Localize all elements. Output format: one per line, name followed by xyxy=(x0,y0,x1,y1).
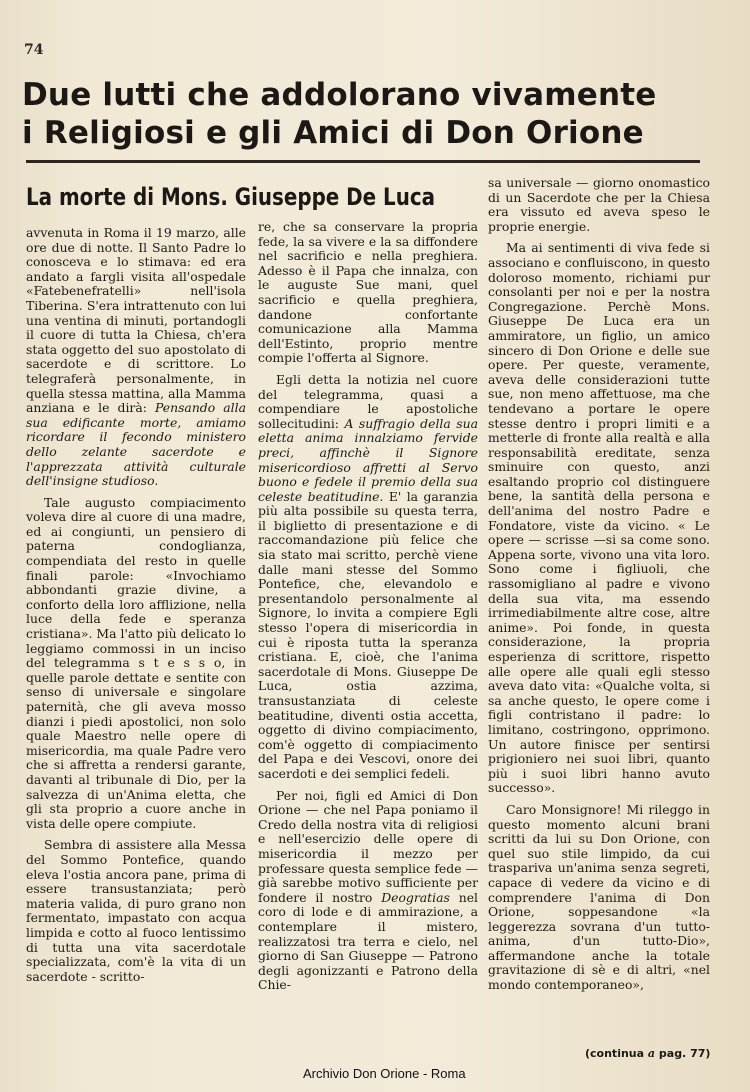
continued-note xyxy=(585,1047,710,1060)
archive-watermark: Archivio Don Orione - Roma xyxy=(303,1066,466,1081)
telegram-quote: A suffragio della sua eletta anima innalziamo fervide preci, affinchè il Signore misericordioso affretti al Servo buono e fedele il premio della sua celeste beatitudine. xyxy=(258,415,478,504)
page-number: 74 xyxy=(24,42,44,58)
article-column-1 xyxy=(26,226,246,991)
paragraph xyxy=(26,226,246,489)
paragraph: Tale augusto compiacimento voleva dire al cuore di una madre, ed ai congiunti, un pensiero di paterna condoglianza, compendiata del resto in quelle finali parole: «Invochiamo abbondanti grazie divine, a conforto della loro afflizione, nella luce della fede e speranza cristiana». Ma l'atto più delicato lo leggiamo commossi in un inciso del telegramma s t e s s o, in quelle parole dettate e sentite con senso di universale e singolare paternità, che gli aveva mosso dianzi i piedi apostolici, non solo quale Maestro nelle opere di misericordia, ma quale Padre vero che si affretta a rendersi garante, davanti al tribunale di Dio, per la salvezza di un'Anima eletta, che gli sta proprio a cuore anche in vista delle opere compiute. xyxy=(26,494,246,831)
paragraph: Sembra di assistere alla Messa del Sommo Pontefice, quando eleva l'ostia ancora pane, prima di essere transustanziata; però materia valida, di puro grano non fermentato, impastato con acqua limpida e cotto al fuoco lentissimo di tutta una vita sacerdotale specializzata, com'è la vita di un sacerdote - scritto- xyxy=(26,837,246,984)
paragraph-text: E' la garanzia più alta possibile su questa terra, il biglietto di presentazione e di raccomandazione più felice che sia stato mai scritto, perchè viene dalle mani stesse del Sommo Pontefice, che, elevandolo e presentandolo personalmente al Signore, lo invita a compiere Egli stesso l'opera di misericordia in cui è riposta tutta la speranza cristiana. E, cioè, che l'anima sacerdotale di Mons. Giuseppe De Luca, ostia azzima, transustanziata di celeste beatitudine, diventi ostia accetta, oggetto di divino compiacimento, com'è oggetto di compiacimento del Papa e dei Vescovi, onore dei sacerdoti e dei semplici fedeli. xyxy=(258,488,478,781)
deogratias-word: Deogratias xyxy=(381,889,450,905)
paragraph: Ma ai sentimenti di viva fede si associano e confluiscono, in questo doloroso momento, richiami pur consolanti per noi e per la nostra Congregazione. Perchè Mons. Giuseppe De Luca era un ammiratore, un figlio, un amico sincero di Don Orione e delle sue opere. Per queste, veramente, aveva delle considerazioni tutte sue, non meno affettuose, ma che tendevano a portare le opere stesse dentro i propri limiti e a metterle di fronte alla realtà e alla responsabilità ereditate, senza sminuire con questo, anzi esaltando proprio col distinguere bene, la santità della persona e dell'anima del nostro Padre e Fondatore, viste da vicino. « Le opere — scrisse —si sa come sono. Appena sorte, vivono una vita loro. Sono come i figliuoli, che rassomigliano al padre e vivono della sua vita, ma essendo irrimediabilmente altre cose, altre anime». Poi fonde, in questa considerazione, la propria esperienza di scrittore, rispetto alle opere alle quali egli stesso aveva dato vita: «Qualche volta, si sa anche questo, le opere come i figli contristano il padre: lo limitano, costringono, opprimono. Un autore finisce per sentirsi prigioniero nei suoi libri, quanto più i suoi libri hanno avuto successo». xyxy=(488,240,710,796)
paragraph xyxy=(258,789,478,993)
paragraph: re, che sa conservare la propria fede, la sa vivere e la sa diffondere nel sacrificio e nella preghiera. Adesso è il Papa che innalza, con le auguste Sue mani, quel sacrificio e quella preghiera, dandone confortante comunicazione alla Mamma dell'Estinto, proprio mentre compie l'offerta al Signore. xyxy=(258,219,478,366)
headline-rule xyxy=(26,160,700,163)
paragraph xyxy=(258,373,478,782)
continued-suffix: pag. 77) xyxy=(658,1047,711,1060)
headline-line-1: Due lutti che addolorano vivamente xyxy=(22,77,657,113)
paragraph: sa universale — giorno onomastico di un Sacerdote che per la Chiesa era vissuto ed aveva speso le proprie energie. xyxy=(488,175,710,234)
paragraph-text: Egli detta la notizia nel cuore del telegramma, quasi a compendiare le apostoliche sollecitudini: xyxy=(258,371,478,431)
paragraph-text: avvenuta in Roma il 19 marzo, alle ore due di notte. Il Santo Padre lo conosceva e lo stimava: ed era andato a fargli visita all'ospedale «Fatebenefratelli» nell'isola Tiberina. S'era intrattenuto con lui una ventina di minuti, portandogli il cuore di tutta la Chiesa, ch'era stata oggetto del suo apostolato di sacerdote e di scrittore. Lo telegraferà personalmente, in quella stessa mattina, alla Mamma anziana e le dirà: xyxy=(26,225,246,416)
paragraph-text: Per noi, figli ed Amici di Don Orione — che nel Papa poniamo il Credo della nostra vita di religiosi e nell'esercizio delle opere di misericordia il mezzo per professare questa semplice fede — già sarebbe motivo sufficiente per fondere il nostro xyxy=(258,787,478,905)
paragraph: Caro Monsignore! Mi rileggo in questo momento alcuni brani scritti da lui su Don Orione, con quel suo stile limpido, da cui traspariva un'anima senza segreti, capace di vedere da vicino e di comprendere l'anima di Don Orione, soppesandone «la leggerezza sovrana d'un tutto-anima, d'un tutto-Dio», affermandone anche la totale gravitazione di sè e di altri, «nel mondo contemporaneo», xyxy=(488,801,710,993)
continued-prefix: (continua xyxy=(585,1047,645,1060)
article-column-3 xyxy=(488,176,710,1000)
article-column-2 xyxy=(258,220,478,1000)
continued-italic: a xyxy=(647,1047,656,1060)
telegram-quote: Pensando alla sua edificante morte, amiamo ricordare il fecondo ministero dello zelante sacerdote e l'apprezzata attività culturale dell'insigne studioso. xyxy=(26,400,246,489)
headline xyxy=(22,76,712,152)
article-subhead: La morte di Mons. Giuseppe De Luca xyxy=(26,183,436,211)
paragraph-text: nel coro di lode e di ammirazione, a contemplare il mistero, realizzatosi tra terra e cielo, nel giorno di San Giuseppe — Patrono degli agonizzanti e Patrono della Chie- xyxy=(258,889,478,993)
headline-line-2: i Religiosi e gli Amici di Don Orione xyxy=(22,115,644,151)
